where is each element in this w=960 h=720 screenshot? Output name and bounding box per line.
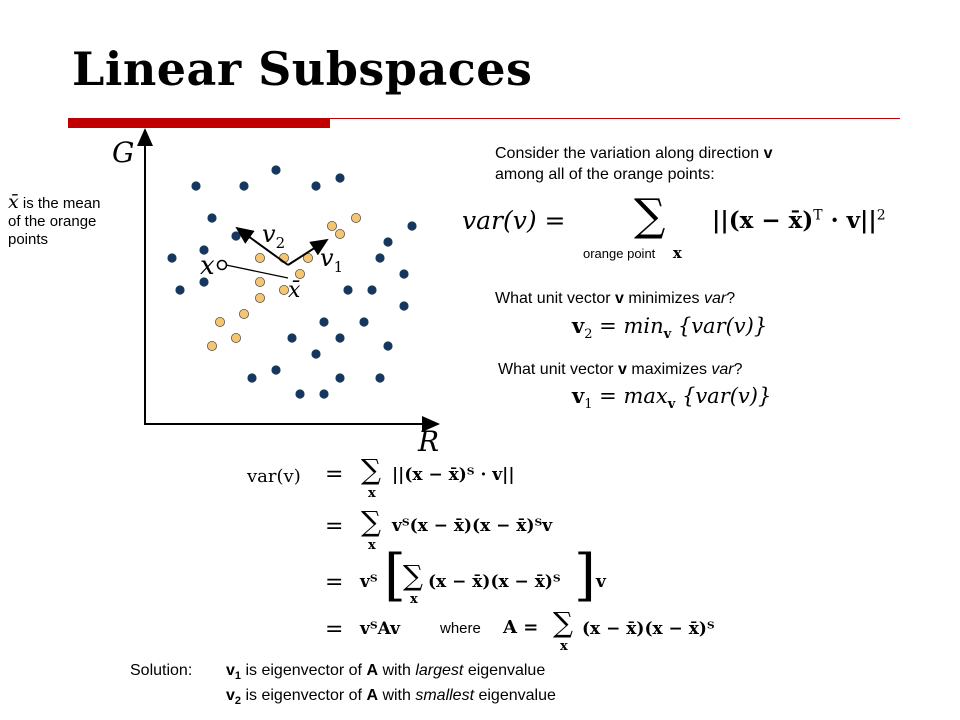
- orange-point: [255, 253, 264, 262]
- orange-point: [335, 229, 344, 238]
- blue-point: [375, 373, 384, 382]
- blue-point: [271, 365, 280, 374]
- blue-point: [311, 349, 320, 358]
- solution-l2-a: is eigenvector of: [241, 687, 367, 705]
- derivation-sum-1: ∑: [361, 453, 381, 486]
- derivation-where: where: [440, 620, 481, 637]
- solution-l1-largest: largest: [415, 662, 464, 679]
- var-def-lhs-text: var(v) =: [462, 206, 566, 235]
- orange-point: [239, 309, 248, 318]
- derivation-eq-4: =: [325, 617, 344, 642]
- derivation-sum-3: ∑: [403, 559, 423, 592]
- var-def-sub-x: x: [672, 244, 682, 262]
- solution-l1-a: is eigenvector of: [241, 662, 367, 679]
- intro-v: v: [763, 145, 773, 162]
- var-def-sum: ∑: [634, 190, 666, 241]
- solution-l2-d: eigenvalue: [474, 687, 556, 705]
- blue-point: [383, 237, 392, 246]
- orange-point: [255, 293, 264, 302]
- v2-label-text: v: [262, 220, 276, 248]
- solution-l2-A: A: [366, 687, 378, 705]
- question-min: [495, 288, 735, 309]
- orange-point: [327, 221, 336, 230]
- derivation-sum-sub-2: x: [368, 538, 376, 553]
- blue-point: [247, 373, 256, 382]
- solution-l1-b: with: [378, 662, 416, 679]
- blue-point: [343, 285, 352, 294]
- mean-note: [8, 193, 100, 249]
- derivation-line-4-rest: (x − x̄)(x − x̄)ᵀ: [582, 619, 715, 639]
- eq-max-sub: 1: [584, 397, 593, 413]
- q-min-v: v: [615, 290, 624, 307]
- derivation-sum-sub-1: x: [368, 486, 376, 501]
- solution-l1-A: A: [366, 662, 378, 679]
- blue-point: [175, 285, 184, 294]
- var-def-rhs-pow: 2: [876, 207, 886, 224]
- q-min-c: minimizes: [623, 290, 704, 307]
- intro-line1: Consider the variation along direction: [495, 145, 764, 162]
- var-def-lhs: [462, 206, 566, 235]
- blue-point: [375, 253, 384, 262]
- derivation-sum-2: ∑: [361, 505, 381, 538]
- q-min-a: What unit vector: [495, 290, 616, 307]
- eq-max-eq: =: [592, 384, 624, 408]
- mean-symbol: x̄: [8, 191, 19, 213]
- q-max-v: v: [618, 361, 627, 378]
- blue-point: [383, 341, 392, 350]
- solution-l1-v: v: [226, 662, 235, 679]
- blue-point: [319, 317, 328, 326]
- derivation-A-eq: A =: [503, 617, 539, 638]
- solution-l2-sub: 2: [234, 695, 242, 708]
- blue-point: [287, 333, 296, 342]
- blue-point: [271, 165, 280, 174]
- solution-l1-sub: 1: [234, 670, 242, 683]
- q-max-var: var: [711, 361, 734, 378]
- intro-text: [495, 143, 773, 185]
- question-max: [498, 359, 743, 380]
- eq-min-eq: =: [592, 314, 624, 338]
- v1-label: [320, 244, 343, 276]
- eq-min-rest: {var(v)}: [671, 314, 768, 338]
- derivation-line-1: ||(x − x̄)ᵀ · v||: [392, 465, 515, 485]
- blue-point: [167, 253, 176, 262]
- eq-max: [572, 383, 771, 412]
- blue-point: [191, 181, 200, 190]
- orange-point: [215, 317, 224, 326]
- blue-point: [295, 389, 304, 398]
- derivation-sum-sub-4: x: [560, 639, 568, 654]
- blue-point: [311, 181, 320, 190]
- mean-note-line3: points: [8, 231, 49, 248]
- eq-max-v: v: [572, 383, 585, 408]
- v1-label-sub: 1: [333, 257, 344, 276]
- blue-point: [231, 231, 240, 240]
- q-max-q: ?: [733, 361, 743, 378]
- derivation-eq-1: =: [325, 462, 344, 487]
- blue-point: [335, 373, 344, 382]
- eq-min-sub: 2: [584, 327, 593, 343]
- orange-point: [255, 277, 264, 286]
- point-x: [218, 261, 227, 270]
- q-max-a: What unit vector: [498, 361, 619, 378]
- eq-max-op-sub: v: [667, 397, 676, 413]
- var-def-sub-text: orange point: [583, 246, 656, 261]
- v2-label-sub: 2: [275, 233, 286, 252]
- var-def-rhs-end: · v||: [822, 207, 877, 234]
- eq-min-op: min: [623, 314, 664, 338]
- solution-l2-v: v: [226, 687, 235, 705]
- q-min-var: var: [703, 290, 727, 307]
- blue-point: [335, 173, 344, 182]
- eq-min-v: v: [572, 313, 585, 338]
- derivation-lhs: var(v): [247, 466, 301, 487]
- orange-point: [207, 341, 216, 350]
- blue-point: [335, 333, 344, 342]
- derivation-line-2: vᵀ(x − x̄)(x − x̄)ᵀv: [392, 516, 553, 536]
- orange-point: [351, 213, 360, 222]
- derivation-line-3-pre: vᵀ: [360, 572, 378, 592]
- derivation-eq-3: =: [325, 570, 344, 595]
- solution-label: Solution:: [130, 662, 193, 679]
- blue-point: [399, 301, 408, 310]
- eq-min: [572, 313, 767, 342]
- solution: [130, 661, 556, 711]
- blue-point: [207, 213, 216, 222]
- derivation-line-3-mid: (x − x̄)(x − x̄)ᵀ: [428, 572, 561, 592]
- eq-max-op: max: [623, 384, 668, 408]
- v1-label-text: v: [320, 244, 334, 272]
- blue-point: [367, 285, 376, 294]
- blue-point: [359, 317, 368, 326]
- slide-title: Linear Subspaces: [72, 42, 533, 96]
- blue-point: [407, 221, 416, 230]
- mean-note-line2: of the orange: [8, 213, 97, 230]
- blue-point: [239, 181, 248, 190]
- solution-l2-b: with: [378, 687, 416, 705]
- v2-label: [262, 220, 285, 252]
- blue-point: [319, 389, 328, 398]
- y-axis-label: G: [112, 136, 135, 169]
- xbar-label: x̄: [288, 278, 301, 303]
- blue-point: [399, 269, 408, 278]
- var-def-rhs-sup: T: [813, 207, 823, 224]
- derivation-line-4: vᵀAv: [360, 619, 400, 639]
- x-axis-label: R: [418, 425, 440, 458]
- derivation-bracket-left: [: [384, 543, 406, 608]
- intro-line2: among all of the orange points:: [495, 166, 715, 183]
- orange-point: [231, 333, 240, 342]
- var-def-rhs-text: ||(x − x̄): [712, 207, 814, 234]
- mean-note-line1: is the mean: [18, 195, 101, 212]
- derivation-bracket-right: ]: [574, 543, 596, 608]
- q-min-q: ?: [726, 290, 736, 307]
- projection-line: [226, 265, 288, 278]
- derivation-line-3-post: v: [596, 572, 606, 592]
- derivation-eq-2: =: [325, 514, 344, 539]
- derivation-sum-4: ∑: [553, 606, 573, 639]
- x-label: x: [200, 251, 215, 281]
- eq-min-op-sub: v: [663, 327, 672, 343]
- var-def-rhs: [712, 207, 886, 234]
- eq-max-rest: {var(v)}: [675, 384, 772, 408]
- solution-l2-smallest: smallest: [415, 687, 475, 705]
- var-def-sub: [583, 244, 682, 262]
- q-max-c: maximizes: [626, 361, 712, 378]
- solution-l1-d: eigenvalue: [463, 662, 546, 679]
- derivation-sum-sub-3: x: [410, 592, 418, 607]
